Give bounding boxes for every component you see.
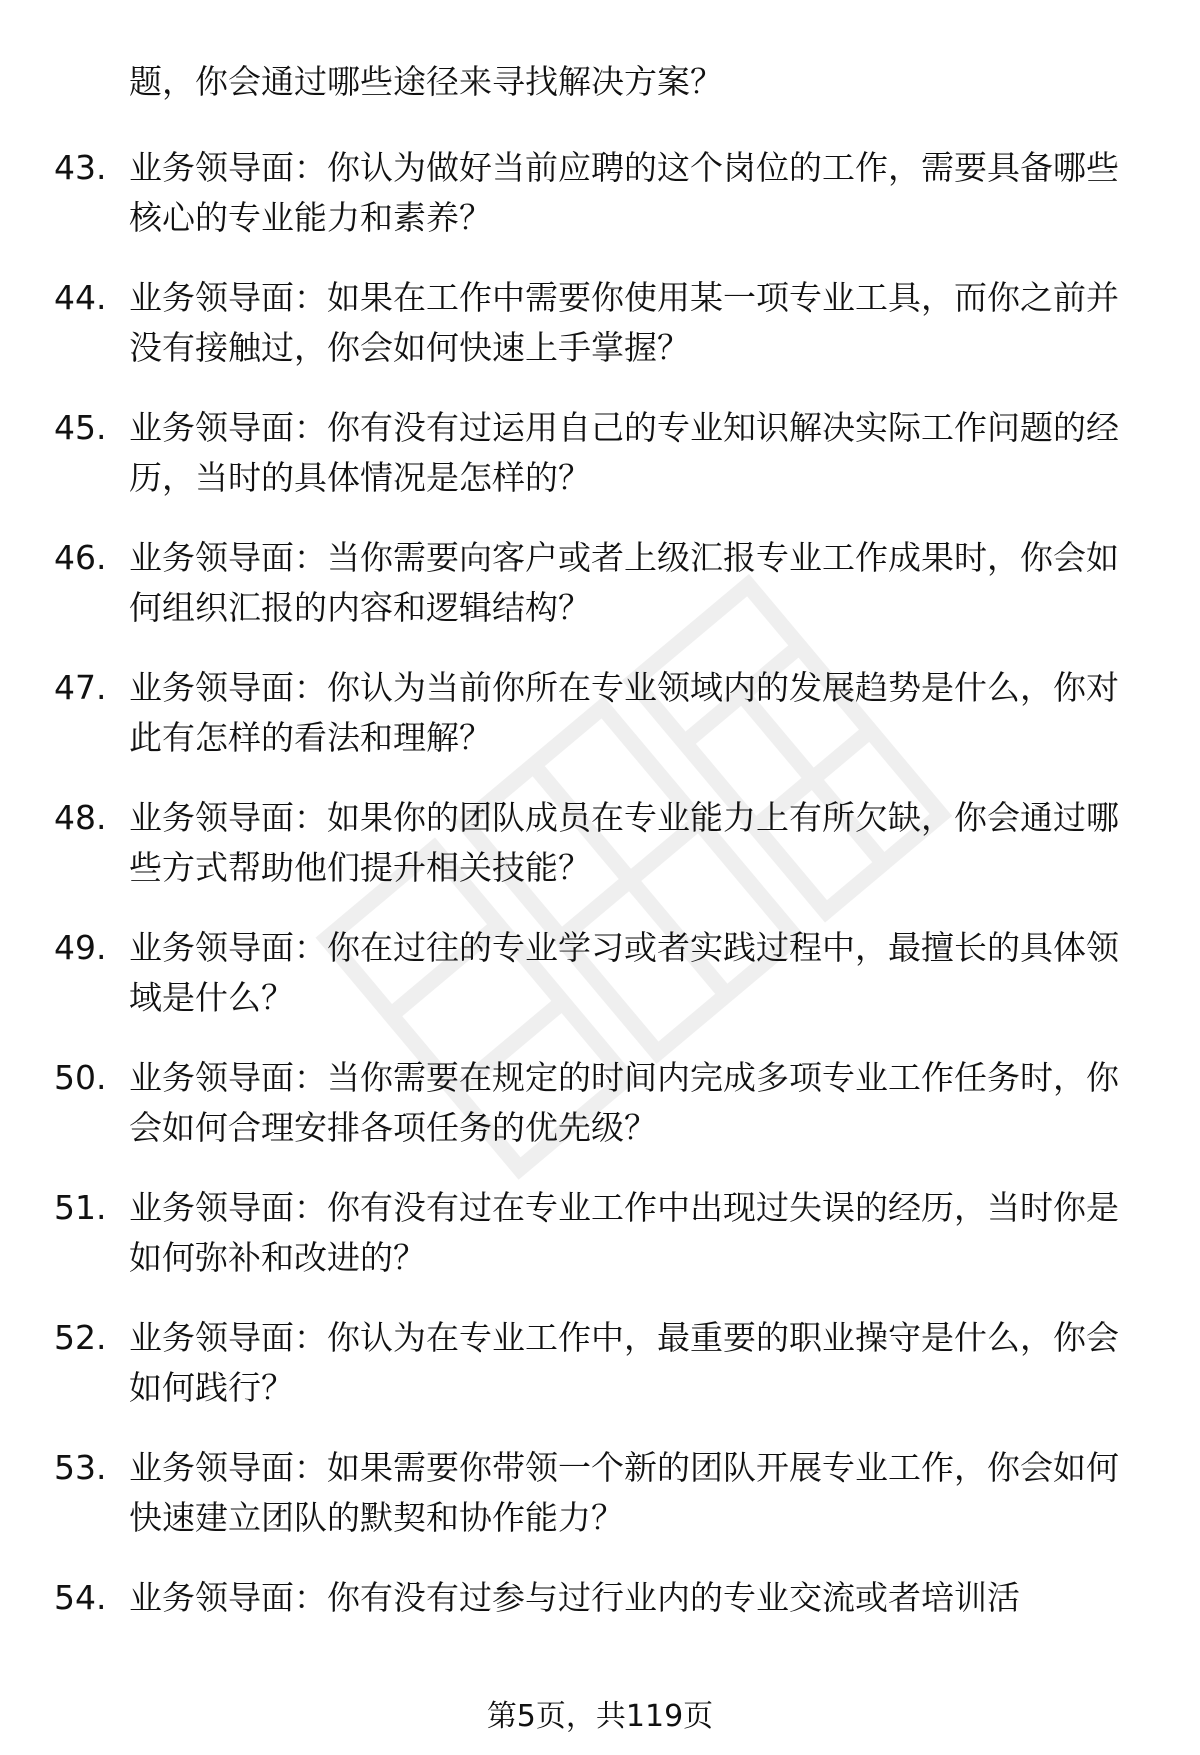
question-text: 业务领导面：你认为当前你所在专业领域内的发展趋势是什么，你对此有怎样的看法和理解？ <box>129 668 1119 757</box>
continuation-text: 题，你会通过哪些途径来寻找解决方案？ <box>129 62 723 101</box>
question-item <box>0 1183 1200 1313</box>
question-list <box>0 143 1200 1703</box>
question-number: 49. <box>54 928 107 967</box>
question-item <box>0 1313 1200 1443</box>
question-number: 46. <box>54 538 107 577</box>
question-item <box>0 1443 1200 1573</box>
question-text: 业务领导面：当你需要在规定的时间内完成多项专业工作任务时，你会如何合理安排各项任务的优先级？ <box>129 1058 1119 1147</box>
question-item <box>0 923 1200 1053</box>
question-number: 54. <box>54 1578 107 1617</box>
question-item <box>0 533 1200 663</box>
question-text: 业务领导面：你在过往的专业学习或者实践过程中，最擅长的具体领域是什么？ <box>129 928 1119 1017</box>
question-text: 业务领导面：你有没有过参与过行业内的专业交流或者培训活 <box>129 1578 1020 1617</box>
question-text: 业务领导面：你有没有过运用自己的专业知识解决实际工作问题的经历，当时的具体情况是怎样的？ <box>129 408 1119 497</box>
question-item <box>0 793 1200 923</box>
question-number: 48. <box>54 798 107 837</box>
question-number: 47. <box>54 668 107 707</box>
question-number: 51. <box>54 1188 107 1227</box>
question-item <box>0 403 1200 533</box>
page-footer: 第5页，共119页 <box>486 1699 714 1734</box>
question-number: 43. <box>54 148 107 187</box>
question-item <box>0 143 1200 273</box>
question-text: 业务领导面：当你需要向客户或者上级汇报专业工作成果时，你会如何组织汇报的内容和逻辑结构？ <box>129 538 1119 627</box>
question-text: 业务领导面：如果你的团队成员在专业能力上有所欠缺，你会通过哪些方式帮助他们提升相关技能？ <box>129 798 1119 887</box>
question-number: 53. <box>54 1448 107 1487</box>
question-text: 业务领导面：如果在工作中需要你使用某一项专业工具，而你之前并没有接触过，你会如何快速上手掌握？ <box>129 278 1119 367</box>
question-item <box>0 1053 1200 1183</box>
question-text: 业务领导面：如果需要你带领一个新的团队开展专业工作，你会如何快速建立团队的默契和协作能力？ <box>129 1448 1119 1537</box>
question-number: 50. <box>54 1058 107 1097</box>
question-number: 45. <box>54 408 107 447</box>
question-number: 52. <box>54 1318 107 1357</box>
question-item <box>0 1573 1200 1703</box>
question-text: 业务领导面：你认为做好当前应聘的这个岗位的工作，需要具备哪些核心的专业能力和素养？ <box>129 148 1119 237</box>
question-item <box>0 663 1200 793</box>
question-text: 业务领导面：你有没有过在专业工作中出现过失误的经历，当时你是如何弥补和改进的？ <box>129 1188 1119 1277</box>
question-text: 业务领导面：你认为在专业工作中，最重要的职业操守是什么，你会如何践行？ <box>129 1318 1119 1407</box>
question-item <box>0 273 1200 403</box>
question-number: 44. <box>54 278 107 317</box>
